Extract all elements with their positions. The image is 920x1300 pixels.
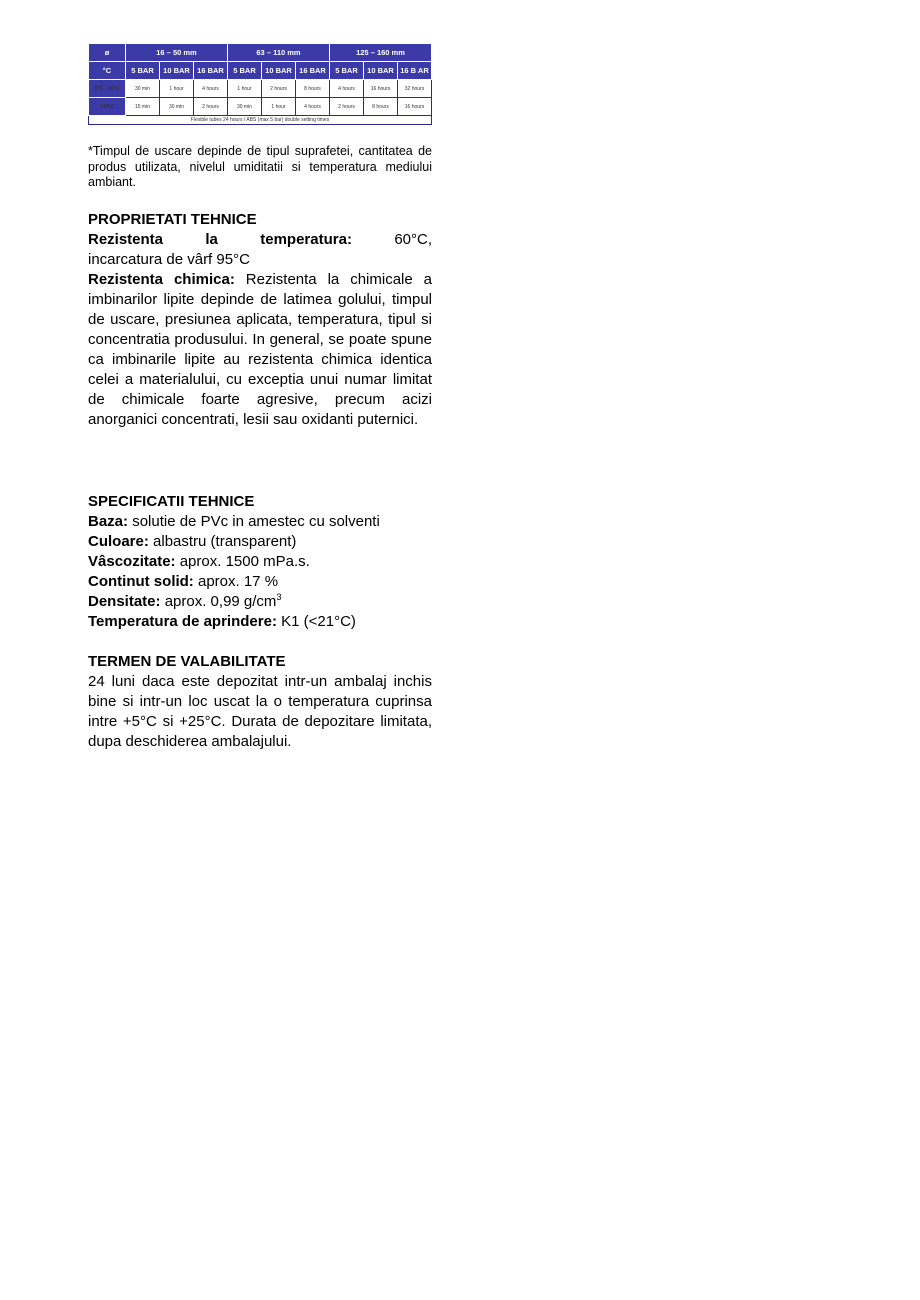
table-cell: 1 hour bbox=[228, 80, 262, 98]
pressure-header: 16 BAR bbox=[194, 62, 228, 80]
table-header-pressure-row bbox=[89, 62, 432, 80]
table-cell: 8 hours bbox=[296, 80, 330, 98]
table-footer-row bbox=[89, 116, 432, 125]
pressure-header: 5 BAR bbox=[126, 62, 160, 80]
table-cell: 4 hours bbox=[194, 80, 228, 98]
table-header-diameter-row bbox=[89, 44, 432, 62]
section-heading: TERMEN DE VALABILITATE bbox=[88, 653, 286, 670]
table-cell: 16 hours bbox=[364, 80, 398, 98]
spec-item bbox=[88, 592, 432, 612]
spec-value: K1 (<21°C) bbox=[281, 613, 356, 630]
spec-label: Vâscozitate: bbox=[88, 553, 176, 570]
temp-symbol: °C bbox=[89, 62, 126, 80]
spec-value: solutie de PVc in amestec cu solventi bbox=[132, 513, 380, 530]
temperature-resistance-label: Rezistenta la temperatura: bbox=[88, 231, 352, 248]
chemical-resistance-paragraph bbox=[88, 270, 432, 430]
section-technical-properties bbox=[88, 210, 432, 430]
temperature-resistance-value: 60°C, bbox=[394, 231, 433, 248]
diameter-symbol: ø bbox=[89, 44, 126, 62]
spec-value: aprox. 1500 mPa.s. bbox=[179, 553, 310, 570]
pressure-header: 16 B AR bbox=[398, 62, 432, 80]
spec-label: Temperatura de aprindere: bbox=[88, 613, 277, 630]
section-shelf-life bbox=[88, 652, 432, 752]
drying-note: *Timpul de uscare depinde de tipul suprafetei, cantitatea de produs utilizata, nivelul umiditatii si temperatura mediului ambiant. bbox=[88, 144, 432, 189]
table-cell: 30 min bbox=[126, 80, 160, 98]
spec-label: Culoare: bbox=[88, 533, 149, 550]
spec-value: albastru (transparent) bbox=[153, 533, 297, 550]
density-exponent: 3 bbox=[276, 592, 282, 602]
pressure-header: 10 BAR bbox=[364, 62, 398, 80]
table-cell: 2 hours bbox=[330, 98, 364, 116]
temperature-resistance-line bbox=[88, 230, 432, 250]
table-cell: 2 hours bbox=[262, 80, 296, 98]
spec-value: aprox. 0,99 g/cm bbox=[164, 593, 277, 610]
section-technical-specs bbox=[88, 492, 432, 632]
table-cell: 1 hour bbox=[160, 80, 194, 98]
pressure-header: 10 BAR bbox=[262, 62, 296, 80]
spec-item bbox=[88, 612, 432, 632]
table-cell: 2 hours bbox=[194, 98, 228, 116]
table-cell: 30 min bbox=[160, 98, 194, 116]
peak-load-line: incarcatura de vârf 95°C bbox=[88, 251, 250, 268]
diameter-group-2: 63 – 110 mm bbox=[228, 44, 330, 62]
spec-item bbox=[88, 572, 432, 592]
table-cell: 8 hours bbox=[364, 98, 398, 116]
table-footer-note: Flexible tubes 24 hours / ABS (max 5 bar) double setting times bbox=[89, 116, 432, 125]
pressure-header: 16 BAR bbox=[296, 62, 330, 80]
spec-value: aprox. 17 % bbox=[197, 573, 279, 590]
spec-item bbox=[88, 512, 432, 532]
section-heading: SPECIFICATII TEHNICE bbox=[88, 493, 255, 510]
row-temp-label: 5°C - 15°C bbox=[89, 80, 126, 98]
drying-time-table bbox=[88, 43, 432, 125]
row-temp-label: >15°C bbox=[89, 98, 126, 116]
table-row bbox=[89, 80, 432, 98]
pressure-header: 10 BAR bbox=[160, 62, 194, 80]
chemical-resistance-text: Rezistenta la chimicale a imbinarilor lipite depinde de latimea golului, timpul de uscare, presiunea aplicata, temperatura, tipul si concentratia produsului. In general, se poate spune ca imbinarile lipite au rezistenta chimica identica celei a materialului, cu exceptia unui numar limitat de chimicale foarte agresive, precum acizi anorganici concentrati, lesii sau oxidanti puternici. bbox=[88, 271, 433, 428]
section-heading: PROPRIETATI TEHNICE bbox=[88, 211, 257, 228]
table-cell: 16 hours bbox=[398, 98, 432, 116]
table-cell: 4 hours bbox=[330, 80, 364, 98]
pressure-header: 5 BAR bbox=[228, 62, 262, 80]
shelf-life-text: 24 luni daca este depozitat intr-un ambalaj inchis bine si intr-un loc uscat la o temperatura cuprinsa intre +5°C si +25°C. Durata de depozitare limitata, dupa deschiderea ambalajului. bbox=[88, 673, 432, 750]
table-cell: 15 min bbox=[126, 98, 160, 116]
spec-label: Continut solid: bbox=[88, 573, 194, 590]
table-cell: 1 hour bbox=[262, 98, 296, 116]
spec-item bbox=[88, 552, 432, 572]
table-cell: 32 hours bbox=[398, 80, 432, 98]
pressure-header: 5 BAR bbox=[330, 62, 364, 80]
table-cell: 30 min bbox=[228, 98, 262, 116]
diameter-group-1: 16 – 50 mm bbox=[126, 44, 228, 62]
spec-label: Densitate: bbox=[88, 593, 161, 610]
spec-item bbox=[88, 532, 432, 552]
table-row bbox=[89, 98, 432, 116]
diameter-group-3: 125 – 160 mm bbox=[330, 44, 432, 62]
chemical-resistance-label: Rezistenta chimica: bbox=[88, 271, 235, 288]
table-cell: 4 hours bbox=[296, 98, 330, 116]
spec-label: Baza: bbox=[88, 513, 129, 530]
